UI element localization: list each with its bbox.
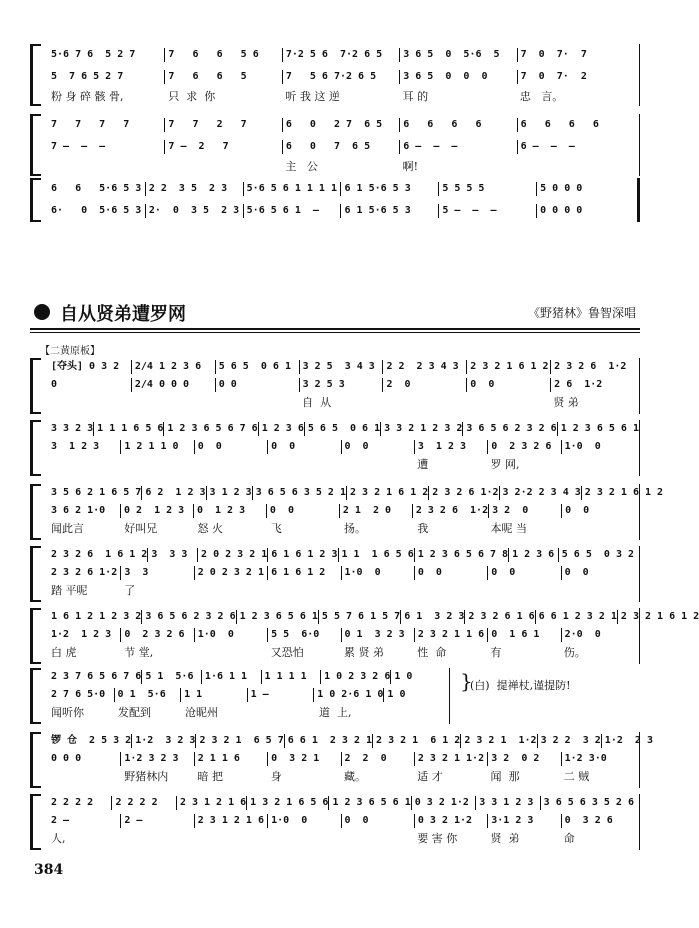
- measure: 2 2 0: [342, 752, 415, 766]
- lyric: 累 贤 弟: [344, 646, 384, 659]
- score-system: [30, 178, 640, 222]
- measure: 2 3 2 1 1·2: [415, 752, 488, 766]
- measure: 6 0 7 6 5: [283, 140, 400, 154]
- measure: 7 5 6 7·2 6 5: [283, 70, 400, 84]
- measure: 1 6 1 2 1 2 3 2: [48, 610, 142, 624]
- tune-tag: 【二黄原板】: [40, 346, 100, 357]
- lyric-line: [48, 458, 634, 472]
- lyric: [249, 706, 316, 720]
- measure: 3 2 2 3 2: [538, 734, 602, 748]
- measure: 6 6 1 2 3 2 1: [536, 610, 618, 624]
- measure: 3 3 1 2 3: [476, 796, 540, 810]
- measure: 锣 仓 2 5 3 2: [48, 734, 132, 748]
- final-barline: [637, 178, 640, 222]
- measure: 2 3 2 1 1 6: [415, 628, 488, 642]
- measure: 0 2 3 2 6: [121, 628, 194, 642]
- measure: 0 0 0 0: [540, 205, 583, 216]
- barline: [639, 608, 640, 664]
- measure: 2 3 1 2 1 6: [195, 814, 268, 828]
- barline: [639, 358, 640, 414]
- measure: 2 7 6 5·0: [48, 688, 115, 702]
- measure: 2 3 2 1 6 1 2: [620, 611, 699, 622]
- lyric: 沧昵州: [185, 706, 218, 719]
- staff-lower: [48, 814, 634, 828]
- measure: 2 3 2 1 6 5 7: [196, 734, 284, 748]
- barline: [639, 484, 640, 540]
- system-brace: [30, 114, 41, 176]
- lyric: [121, 458, 194, 472]
- lyric: 忠 言。: [519, 90, 564, 103]
- divider: [30, 328, 640, 330]
- measure: 0 2 3 2 6: [488, 440, 561, 454]
- measure: 0 2 1 2 3: [121, 504, 194, 518]
- measure: 7 6 6 5: [165, 70, 282, 84]
- lyric: 二 贼: [563, 770, 590, 783]
- measure: 3 1 2 3: [207, 486, 253, 500]
- measure: 1·2 3·0: [564, 753, 607, 764]
- measure: 3 1 2 3: [415, 440, 488, 454]
- staff-lower: [48, 688, 450, 702]
- measure: 1 1 1 6 5 6: [339, 548, 415, 562]
- staff-lower: [48, 70, 634, 84]
- measure: 1 2 3 6: [509, 548, 559, 562]
- measure: 1 0 2 3 2 6: [321, 670, 391, 684]
- measure: 2· 0 3 5 2 3: [146, 204, 244, 218]
- measure: 1 1 1 1: [262, 670, 322, 684]
- lyric: 罗 网,: [490, 458, 520, 471]
- lyric-line: [48, 584, 634, 598]
- lyric: 闻听你: [51, 706, 84, 719]
- staff-lower: [48, 440, 634, 454]
- measure: 0 1 2 3: [194, 504, 267, 518]
- lyric: [195, 584, 268, 598]
- barline: [639, 44, 640, 106]
- staff-upper: [48, 486, 664, 500]
- score-system: [30, 732, 653, 788]
- measure: 5 6 5 0 6 1: [216, 360, 300, 374]
- measure: 6 1 6 1 2: [268, 566, 341, 580]
- score-system: [30, 794, 640, 850]
- barline: [639, 420, 640, 476]
- lyric: [561, 458, 634, 472]
- measure: 0 3 2 1·2: [415, 814, 488, 828]
- lyric-line: [48, 706, 450, 720]
- spoken-brace: }: [460, 669, 473, 693]
- measure: 0: [48, 378, 132, 392]
- measure: 3 6 5 6 3 5 2 6: [543, 797, 634, 808]
- section-title: 自从贤弟遭罗网: [60, 304, 186, 325]
- staff-lower: [48, 628, 634, 642]
- barline: [639, 794, 640, 850]
- measure: 1·2 3 2 3: [121, 752, 194, 766]
- measure: 0 0: [564, 567, 589, 578]
- measure: 1 2 3 6 5 6 1: [237, 610, 319, 624]
- measure: 5 – – –: [439, 204, 537, 218]
- measure: 0 0: [415, 566, 488, 580]
- lyric: 有: [490, 646, 502, 659]
- lyric: [48, 396, 132, 410]
- measure: 1 2 1 1 0: [121, 440, 194, 454]
- staff-upper: [48, 182, 634, 196]
- measure: 7 0 7· 7: [520, 49, 587, 60]
- measure: 5·6 7 6 5 2 7: [48, 48, 165, 62]
- measure: 0 0: [216, 378, 300, 392]
- measure: 5 7 6 5 2 7: [48, 70, 165, 84]
- lyric: [121, 832, 194, 846]
- measure: 5 5 7 6 1 5 7: [319, 610, 401, 624]
- lyric: [561, 522, 634, 536]
- lyric: 道 上,: [319, 706, 352, 719]
- lyric-line: [48, 522, 634, 536]
- measure: 2 3 1 2 1 6: [177, 796, 247, 810]
- system-brace: [30, 44, 41, 106]
- measure: 1 2 3 6 5 6 1: [560, 423, 639, 434]
- measure: 7 6 6 5 6: [165, 48, 282, 62]
- measure: 2 1 1 6: [195, 752, 268, 766]
- measure: 6 1 5·6 5 3: [341, 204, 439, 218]
- lyric: 发配到: [118, 706, 151, 719]
- measure: 3 3: [121, 566, 194, 580]
- lyric: [383, 396, 467, 410]
- measure: 0 0: [565, 505, 590, 516]
- measure: 1·0 0: [195, 628, 268, 642]
- score-system: [30, 420, 640, 476]
- measure: 0 0 0: [48, 752, 121, 766]
- lyric: 人,: [51, 832, 66, 845]
- score-system: [30, 608, 699, 664]
- lyric: [268, 458, 341, 472]
- lyric: 本呢 当: [490, 522, 527, 535]
- measure: 1·2 2 3: [604, 735, 653, 746]
- staff-lower: [48, 566, 634, 580]
- measure: 3 5 6 2 1 6 5 7: [48, 486, 142, 500]
- measure: 2 –: [121, 814, 194, 828]
- lyric: 节 堂,: [124, 646, 154, 659]
- measure: 2 3 2 1 6 1 2: [467, 360, 551, 374]
- measure: 3 6 5 6 2 3 2 6: [142, 610, 236, 624]
- measure: 7 – 2 7: [165, 140, 282, 154]
- spoken-line: (白) 提禅杖,谨提防!: [470, 679, 571, 692]
- lyric: 性 命: [417, 646, 447, 659]
- measure: 5·6 5 6 1 –: [244, 204, 342, 218]
- system-brace: [30, 794, 41, 850]
- lyric: [195, 832, 268, 846]
- lyric-line: [48, 770, 634, 784]
- measure: 1 1 1 6 5 6: [94, 422, 164, 436]
- measure: 3 6 5 0 0 0: [400, 70, 517, 84]
- lyric: 扬。: [344, 522, 366, 535]
- measure: 1·0 0: [268, 814, 341, 828]
- staff-upper: [48, 118, 634, 132]
- measure: 2 2 2 3 4 3: [383, 360, 467, 374]
- measure: 2 3 2 1 6 1 2: [347, 486, 429, 500]
- measure: 1·2 1 2 3: [48, 628, 121, 642]
- measure: [夺头] 0 3 2: [48, 360, 132, 374]
- lyric: [268, 584, 341, 598]
- lyric: 暗 把: [197, 770, 223, 783]
- measure: 1 2 3 6 5 6 7 8: [415, 548, 509, 562]
- barline: [639, 732, 640, 788]
- score-system: [30, 484, 664, 540]
- score-system: [30, 358, 640, 414]
- measure: 7 – – –: [48, 140, 165, 154]
- measure: 6 6 1 2 3 2 1: [285, 734, 373, 748]
- lyric: 粉 身 碎 骸 骨,: [51, 90, 124, 103]
- measure: 5 0 0 0: [540, 183, 583, 194]
- measure: 6 0 2 7 6 5: [283, 118, 400, 132]
- measure: 6 1 5·6 5 3: [341, 182, 439, 196]
- lyric: 耳 的: [402, 90, 429, 103]
- measure: 2 3 2 6 1 6 1 2: [48, 548, 148, 562]
- staff-lower: [48, 504, 634, 518]
- measure: 0 1 5·6: [115, 688, 182, 702]
- staff-upper: [48, 548, 634, 562]
- lyric: 伤。: [563, 646, 586, 659]
- measure: 1·0 0: [342, 566, 415, 580]
- lyric: [132, 396, 216, 410]
- measure: 3 6 2 1·0: [48, 504, 121, 518]
- measure: 0 1 3 2 3: [342, 628, 415, 642]
- lyric: 野猪林内: [124, 770, 169, 783]
- measure: 3 3 3: [148, 548, 198, 562]
- lyric: [561, 584, 634, 598]
- measure: 2 2 2 2: [48, 796, 112, 810]
- system-brace: [30, 178, 41, 222]
- measure: 3·1 2 3: [488, 814, 561, 828]
- measure: 5 5 5 5: [439, 182, 537, 196]
- measure: 2 0 2 3 2 1: [198, 548, 268, 562]
- section-source: 《野猪林》鲁智深唱: [527, 306, 636, 320]
- measure: 1·0 0: [564, 441, 601, 452]
- lyric: [48, 458, 121, 472]
- lyric-line: [48, 646, 634, 660]
- lyric: [48, 770, 121, 784]
- barline: [639, 546, 640, 602]
- system-brace: [30, 732, 41, 788]
- measure: 0 3 2 1·2: [412, 796, 476, 810]
- lyric: 闻 那: [490, 770, 520, 783]
- lyric-line: [48, 832, 634, 846]
- measure: 3 1 2 3: [48, 440, 121, 454]
- score-system: [30, 546, 640, 602]
- lyric: [195, 646, 268, 660]
- measure: 1 0: [394, 671, 413, 682]
- lyric: [165, 160, 282, 174]
- system-brace: [30, 358, 41, 414]
- measure: 0 0: [268, 440, 341, 454]
- measure: 1 0: [387, 689, 406, 700]
- lyric: 遭: [417, 458, 429, 471]
- lyric: [215, 396, 299, 410]
- measure: 7 7 2 7: [165, 118, 282, 132]
- lyric: [341, 584, 414, 598]
- measure: 0 0: [342, 814, 415, 828]
- lyric: 贤 弟: [490, 832, 520, 845]
- lyric: 闻此言: [51, 522, 84, 535]
- lyric: [467, 396, 551, 410]
- lyric: [48, 160, 165, 174]
- lyric: [488, 584, 561, 598]
- measure: 5 6 5 0 6 1: [305, 422, 381, 436]
- measure: 2 3 2 1 6 1 2: [373, 734, 461, 748]
- lyric: 要 害 你: [417, 832, 458, 845]
- measure: 7 0 7· 2: [520, 71, 587, 82]
- measure: 2 3 2 6 1·2: [48, 566, 121, 580]
- measure: 6 6 6 6: [520, 119, 599, 130]
- measure: 3 6 5 0 5·6 5: [400, 48, 517, 62]
- score-system: [30, 114, 640, 176]
- measure: 5 5 6·0: [268, 628, 341, 642]
- system-brace: [30, 420, 41, 476]
- lyric-line: [48, 90, 634, 104]
- measure: 1 0 2·6 1 0: [314, 688, 384, 702]
- measure: 0 0: [267, 504, 340, 518]
- staff-lower: [48, 204, 634, 218]
- measure: 2 3 2 6 1·2: [413, 504, 489, 518]
- staff-lower: [48, 140, 634, 154]
- measure: 2 1 2 0: [340, 504, 413, 518]
- measure: 5·6 5 6 1 1 1 1: [244, 182, 342, 196]
- measure: 6 1 6 1 2 3: [268, 548, 338, 562]
- measure: 2 6 1·2: [554, 379, 603, 390]
- measure: 3 2 5 3: [300, 378, 384, 392]
- lyric: 我: [417, 522, 429, 535]
- lyric: 贤 弟: [553, 396, 579, 409]
- lyric: 听 我 这 逆: [285, 90, 340, 103]
- lyric: [383, 706, 450, 720]
- lyric: [341, 458, 414, 472]
- measure: 0 3 2 1: [268, 752, 341, 766]
- divider: [30, 332, 640, 333]
- system-brace: [30, 608, 41, 664]
- measure: 2 3 7 6 5 6 7 6: [48, 670, 142, 684]
- staff-lower: [48, 378, 634, 392]
- barline: [449, 668, 450, 724]
- lyric: 了: [124, 584, 136, 597]
- measure: 2/4 0 0 0: [132, 378, 216, 392]
- system-brace: [30, 484, 41, 540]
- measure: 6 2 1 2 3: [142, 486, 206, 500]
- measure: 7 7 7 7: [48, 118, 165, 132]
- lyric: [414, 584, 487, 598]
- system-brace: [30, 668, 41, 724]
- measure: 1 2 3 6 5 6 7 6: [164, 422, 258, 436]
- lyric: 身: [270, 770, 282, 783]
- measure: 6 – – –: [400, 140, 517, 154]
- bullet-icon: [34, 304, 50, 320]
- measure: 5 6 5 0 3 2: [561, 549, 635, 560]
- measure: 2 0: [383, 378, 467, 392]
- measure: 2 0 2 3 2 1: [195, 566, 268, 580]
- measure: 3 2 5 3 4 3: [300, 360, 384, 374]
- lyric: 踏 平呢: [51, 584, 88, 597]
- measure: 6 – – –: [520, 141, 575, 152]
- barline: [639, 114, 640, 176]
- system-brace: [30, 546, 41, 602]
- measure: 2 2 2 2: [112, 796, 176, 810]
- measure: 2 3 2 6 1·2: [429, 486, 499, 500]
- lyric: 主 公: [285, 160, 318, 173]
- lyric: [195, 458, 268, 472]
- lyric: 好叫兄: [124, 522, 158, 535]
- measure: 2 3 2 6 1·2: [554, 361, 627, 372]
- measure: 1·6 1 1: [202, 670, 262, 684]
- staff-upper: [48, 734, 653, 748]
- lyric: 命: [563, 832, 575, 845]
- measure: 0 3 2 6: [564, 815, 613, 826]
- measure: 2 3 2 6 1 6: [465, 610, 535, 624]
- measure: 2 3 2 1 1·2: [461, 734, 537, 748]
- measure: 6 6 6 6: [400, 118, 517, 132]
- measure: 3 6 5 6 3 5 2 1: [253, 486, 347, 500]
- measure: 0 0: [467, 378, 551, 392]
- staff-upper: [48, 670, 450, 684]
- measure: 1 2 3 6: [259, 422, 305, 436]
- measure: 3 2·2 2 3 4 3: [500, 486, 582, 500]
- section-header: [30, 298, 640, 328]
- lyric: 飞: [270, 522, 282, 535]
- staff-lower: [48, 752, 634, 766]
- lyric: 又恐怕: [270, 646, 304, 659]
- measure: 3 2 0 2: [488, 752, 561, 766]
- measure: 3 3 2 1 2 3 2: [381, 422, 463, 436]
- measure: 6· 0 5·6 5 3: [48, 204, 146, 218]
- measure: 2 –: [48, 814, 121, 828]
- lyric-line: [48, 396, 634, 410]
- measure: 1 3 2 1 6 5 6: [247, 796, 329, 810]
- measure: 0 0: [488, 566, 561, 580]
- lyric: [341, 832, 414, 846]
- measure: 1 1: [181, 688, 248, 702]
- lyric-line: [48, 160, 634, 174]
- measure: 0 0: [342, 440, 415, 454]
- measure: 5 1 5·6: [142, 670, 202, 684]
- lyric: 藏。: [344, 770, 366, 783]
- staff-upper: [48, 360, 634, 374]
- measure: 1 2 3 6 5 6 1: [329, 796, 411, 810]
- lyric: 怒 火: [197, 522, 223, 535]
- measure: 1·2 3 2 3: [132, 734, 196, 748]
- measure: 0 1 6 1: [488, 628, 561, 642]
- score-system: [30, 44, 640, 106]
- measure: 6 6 5·6 5 3: [48, 182, 146, 196]
- staff-upper: [48, 422, 639, 436]
- measure: 2 2 3 5 2 3: [146, 182, 244, 196]
- lyric: 自 从: [302, 396, 332, 409]
- measure: 1 –: [248, 688, 315, 702]
- measure: 3 3 2 3: [48, 422, 94, 436]
- lyric: [268, 832, 341, 846]
- staff-upper: [48, 610, 699, 624]
- page-number: 384: [34, 862, 64, 878]
- lyric: [517, 160, 634, 174]
- measure: 2/4 1 2 3 6: [132, 360, 216, 374]
- staff-upper: [48, 48, 634, 62]
- measure: 2·0 0: [564, 629, 601, 640]
- lyric: 适 才: [417, 770, 443, 783]
- measure: 6 1 3 2 3: [401, 610, 465, 624]
- measure: 0 0: [195, 440, 268, 454]
- lyric: 啊!: [402, 160, 419, 173]
- measure: 7·2 5 6 7·2 6 5: [283, 48, 400, 62]
- measure: 2 3 2 1 6 1 2: [584, 487, 664, 498]
- lyric: 白 虎: [51, 646, 77, 659]
- measure: 3 2 0: [489, 504, 562, 518]
- measure: 3 6 5 6 2 3 2 6: [463, 422, 557, 436]
- lyric: 只 求 你: [168, 90, 216, 103]
- staff-upper: [48, 796, 634, 810]
